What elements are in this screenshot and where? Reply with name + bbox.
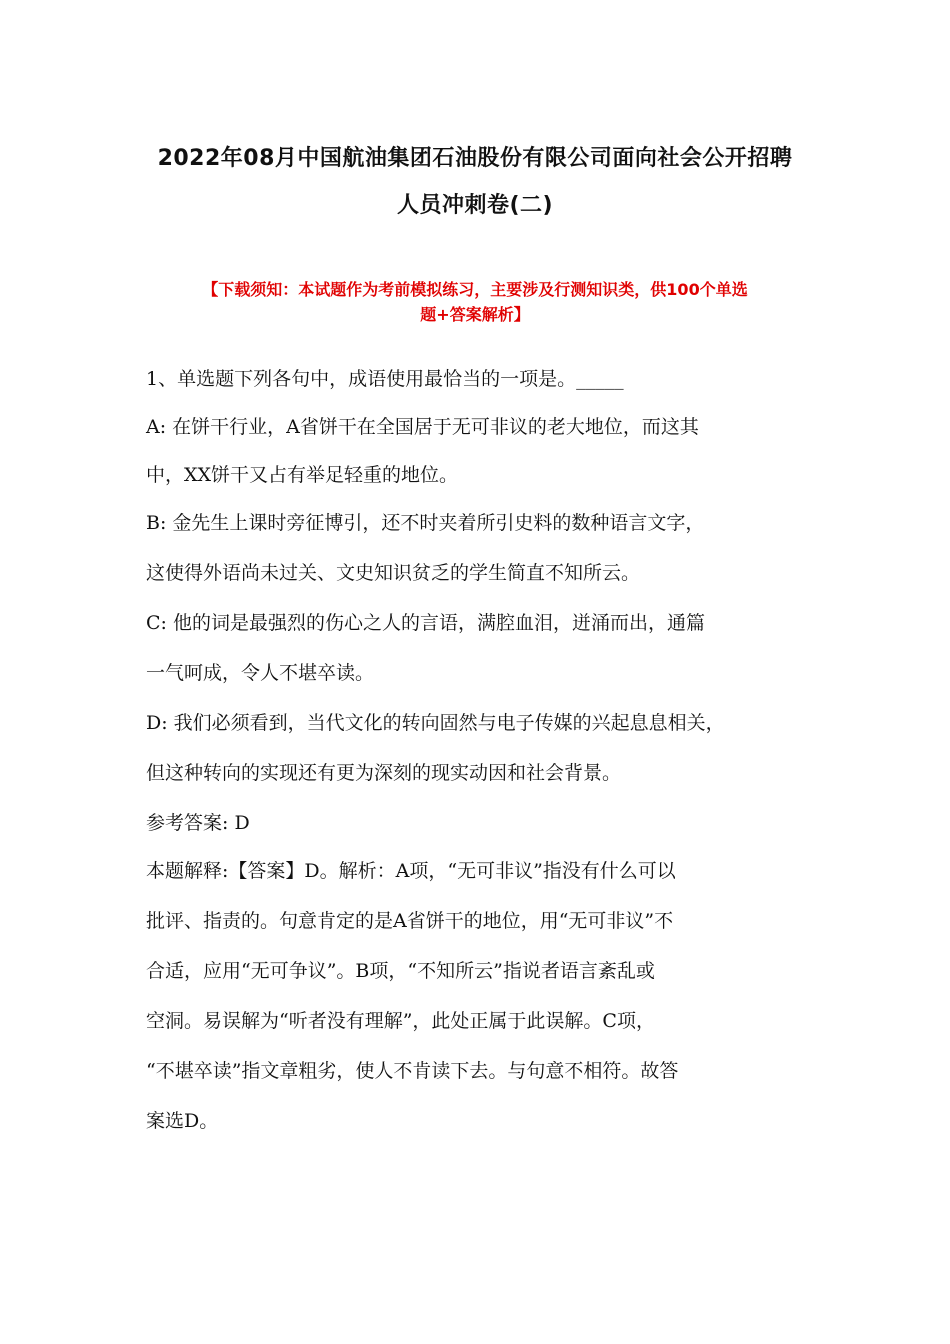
download-notice-line-1: 【下载须知：本试题作为考前模拟练习，主要涉及行测知识类，供100个单选 — [202, 280, 748, 299]
document-title-line-1: 2022年08月中国航油集团石油股份有限公司面向社会公开招聘 — [157, 146, 793, 171]
explanation-line-1: 本题解释:【答案】D。解析：A项，“无可非议”指没有什么可以 — [146, 860, 676, 882]
explanation-line-6: 案选D。 — [146, 1110, 219, 1132]
option-a-line-1: A: 在饼干行业，A省饼干在全国居于无可非议的老大地位，而这其 — [146, 416, 699, 438]
option-c-line-1: C: 他的词是最强烈的伤心之人的言语，满腔血泪，迸涌而出，通篇 — [146, 612, 705, 634]
option-b-line-1: B: 金先生上课时旁征博引，还不时夹着所引史料的数种语言文字， — [146, 512, 705, 534]
explanation-line-4: 空洞。易误解为“听者没有理解”，此处正属于此误解。C项， — [146, 1010, 655, 1032]
question-stem: 1、单选题下列各句中，成语使用最恰当的一项是。_____ — [146, 368, 624, 390]
option-d-line-2: 但这种转向的实现还有更为深刻的现实动因和社会背景。 — [146, 762, 622, 784]
reference-answer: 参考答案: D — [146, 812, 250, 834]
explanation-line-3: 合适，应用“无可争议”。B项，“不知所云”指说者语言紊乱或 — [146, 960, 655, 982]
option-b-line-2: 这使得外语尚未过关、文史知识贫乏的学生简直不知所云。 — [146, 562, 641, 584]
document-title-line-2: 人员冲刺卷(二) — [396, 193, 554, 218]
option-c-line-2: 一气呵成，令人不堪卒读。 — [146, 662, 375, 684]
explanation-line-5: “不堪卒读”指文章粗劣，使人不肯读下去。与句意不相符。故答 — [146, 1060, 679, 1082]
explanation-line-2: 批评、指责的。句意肯定的是A省饼干的地位，用“无可非议”不 — [146, 910, 674, 932]
option-a-line-2: 中，XX饼干又占有举足轻重的地位。 — [146, 464, 459, 486]
download-notice-line-2: 题+答案解析】 — [420, 305, 530, 324]
option-d-line-1: D: 我们必须看到，当代文化的转向固然与电子传媒的兴起息息相关， — [146, 712, 725, 734]
